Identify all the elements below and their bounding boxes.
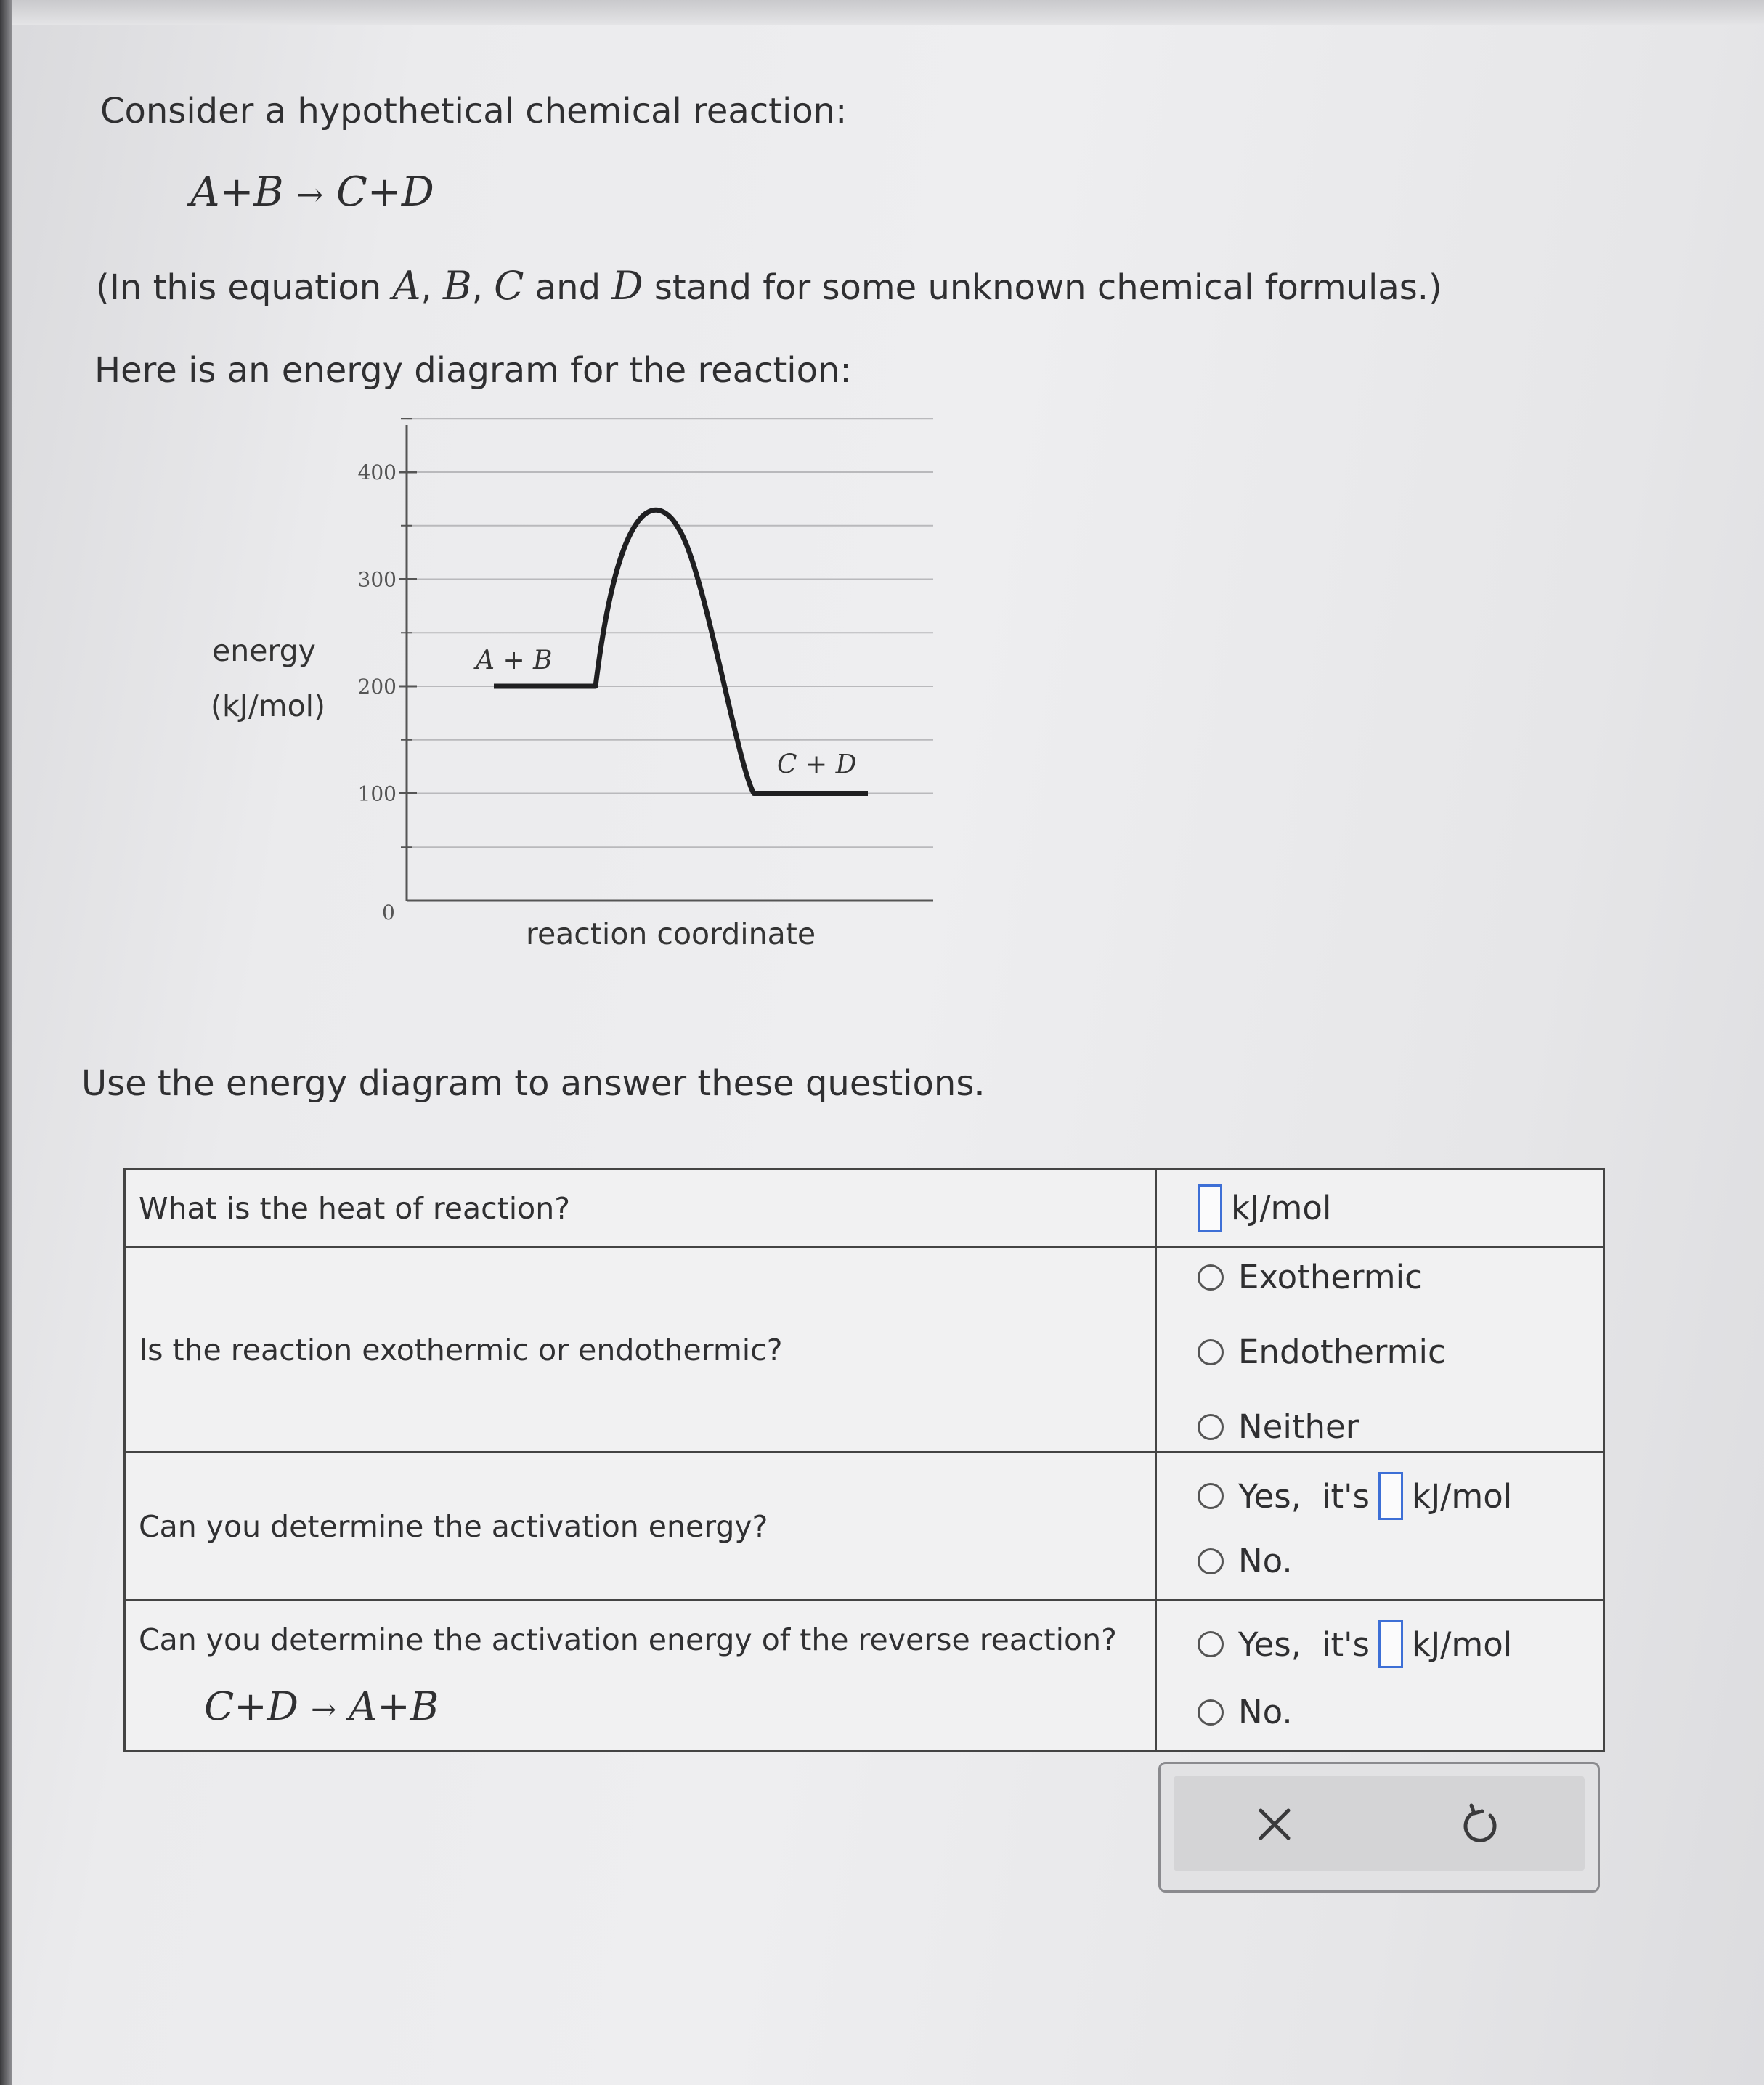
- reactant-level-label: A + B: [476, 646, 553, 675]
- heat-answer-line: [1198, 1184, 1590, 1232]
- product-level-label: C + D: [777, 749, 857, 780]
- answer-cell: [1156, 1452, 1604, 1601]
- symbol-b: B: [442, 263, 472, 309]
- no-label: No.: [1238, 1693, 1293, 1731]
- table-row: [125, 1169, 1604, 1248]
- product-b: B: [410, 1683, 439, 1729]
- instructions-text: Use the energy diagram to answer these questions.: [81, 1063, 985, 1104]
- question-reverse-activation-energy: Can you determine the activation energy of the reverse reaction?: [139, 1622, 1117, 1657]
- screen-bezel: [0, 0, 12, 2085]
- unit-label: kJ/mol: [1411, 1625, 1513, 1664]
- reverse-reaction-equation: [204, 1683, 1142, 1729]
- no-label: No.: [1238, 1542, 1293, 1580]
- undo-button[interactable]: [1449, 1792, 1514, 1857]
- question-exo-endo: Is the reaction exothermic or endothermic?: [139, 1332, 783, 1367]
- reactant-d: D: [267, 1683, 298, 1729]
- reactant-b: B: [253, 168, 284, 216]
- question-cell: [125, 1452, 1156, 1601]
- radio-option-neither[interactable]: [1198, 1407, 1590, 1446]
- its-label: it's: [1321, 1625, 1370, 1664]
- radio-option-no[interactable]: [1198, 1693, 1590, 1731]
- action-panel-inner: [1174, 1776, 1585, 1871]
- activation-energy-input[interactable]: [1378, 1472, 1403, 1520]
- heat-of-reaction-input[interactable]: [1198, 1184, 1222, 1232]
- y-axis-label-line1: energy: [212, 633, 316, 668]
- answer-cell: [1156, 1248, 1604, 1452]
- reaction-arrow: →: [311, 1691, 337, 1727]
- note-suffix: stand for some unknown chemical formulas.): [643, 267, 1442, 308]
- plus-sign: +: [367, 168, 402, 216]
- question-cell: [125, 1601, 1156, 1752]
- radio-button[interactable]: [1198, 1699, 1224, 1726]
- symbol-a: A: [392, 263, 421, 309]
- product-a: A: [349, 1683, 378, 1729]
- symbol-d: D: [611, 263, 643, 309]
- radio-option-yes[interactable]: [1198, 1472, 1590, 1520]
- question-cell: [125, 1248, 1156, 1452]
- unit-label: kJ/mol: [1231, 1189, 1332, 1227]
- reactant-a: A: [190, 168, 220, 216]
- equation-note: [96, 263, 1442, 309]
- note-prefix: (In this equation: [96, 267, 393, 308]
- note-sep: ,: [471, 267, 495, 308]
- option-label: Exothermic: [1238, 1258, 1423, 1296]
- clear-button[interactable]: [1242, 1792, 1307, 1857]
- its-label: it's: [1321, 1476, 1370, 1516]
- plus-sign: +: [219, 168, 254, 216]
- table-row: [125, 1452, 1604, 1601]
- reactant-c: C: [204, 1683, 235, 1729]
- radio-option-endothermic[interactable]: [1198, 1333, 1590, 1371]
- plus-sign: +: [234, 1683, 267, 1729]
- radio-option-yes[interactable]: [1198, 1620, 1590, 1668]
- product-c: C: [336, 168, 367, 216]
- y-tick-label: 300: [357, 567, 397, 592]
- reaction-equation: [190, 168, 434, 216]
- y-axis-label-line2: (kJ/mol): [211, 688, 326, 723]
- product-d: D: [401, 168, 434, 216]
- y-tick-label: 400: [357, 460, 397, 484]
- unit-label: kJ/mol: [1411, 1476, 1513, 1516]
- radio-option-exothermic[interactable]: [1198, 1258, 1590, 1296]
- plus-sign: +: [377, 1683, 410, 1729]
- energy-diagram: [196, 407, 959, 973]
- yes-label: Yes,: [1238, 1476, 1301, 1516]
- y-tick-label: 0: [382, 901, 395, 924]
- reverse-activation-energy-input[interactable]: [1378, 1620, 1403, 1668]
- question-activation-energy: Can you determine the activation energy?: [139, 1508, 768, 1544]
- radio-button[interactable]: [1198, 1414, 1224, 1440]
- yes-label: Yes,: [1238, 1625, 1301, 1664]
- symbol-c: C: [494, 263, 524, 309]
- question-heat-of-reaction: What is the heat of reaction?: [139, 1190, 570, 1226]
- questions-table: [123, 1168, 1605, 1752]
- undo-icon: [1461, 1802, 1502, 1846]
- radio-button[interactable]: [1198, 1339, 1224, 1365]
- action-panel: [1158, 1762, 1600, 1893]
- note-and: and: [524, 267, 612, 308]
- table-row: [125, 1601, 1604, 1752]
- answer-cell: [1156, 1601, 1604, 1752]
- note-sep: ,: [420, 267, 443, 308]
- y-tick-label: 100: [357, 781, 397, 806]
- radio-button[interactable]: [1198, 1264, 1224, 1291]
- radio-option-no[interactable]: [1198, 1542, 1590, 1580]
- x-axis-label: reaction coordinate: [526, 916, 816, 951]
- diagram-intro: Here is an energy diagram for the reaction:: [94, 350, 852, 391]
- answer-cell: [1156, 1169, 1604, 1248]
- reaction-arrow: →: [296, 176, 324, 214]
- top-edge: [0, 0, 1764, 25]
- option-label: Endothermic: [1238, 1333, 1446, 1371]
- radio-button[interactable]: [1198, 1483, 1224, 1509]
- radio-button[interactable]: [1198, 1631, 1224, 1657]
- radio-button[interactable]: [1198, 1548, 1224, 1574]
- table-row: [125, 1248, 1604, 1452]
- intro-line: Consider a hypothetical chemical reaction:: [100, 91, 848, 131]
- question-cell: [125, 1169, 1156, 1248]
- y-tick-label: 200: [357, 675, 397, 699]
- close-icon: [1256, 1806, 1293, 1842]
- option-label: Neither: [1238, 1407, 1359, 1446]
